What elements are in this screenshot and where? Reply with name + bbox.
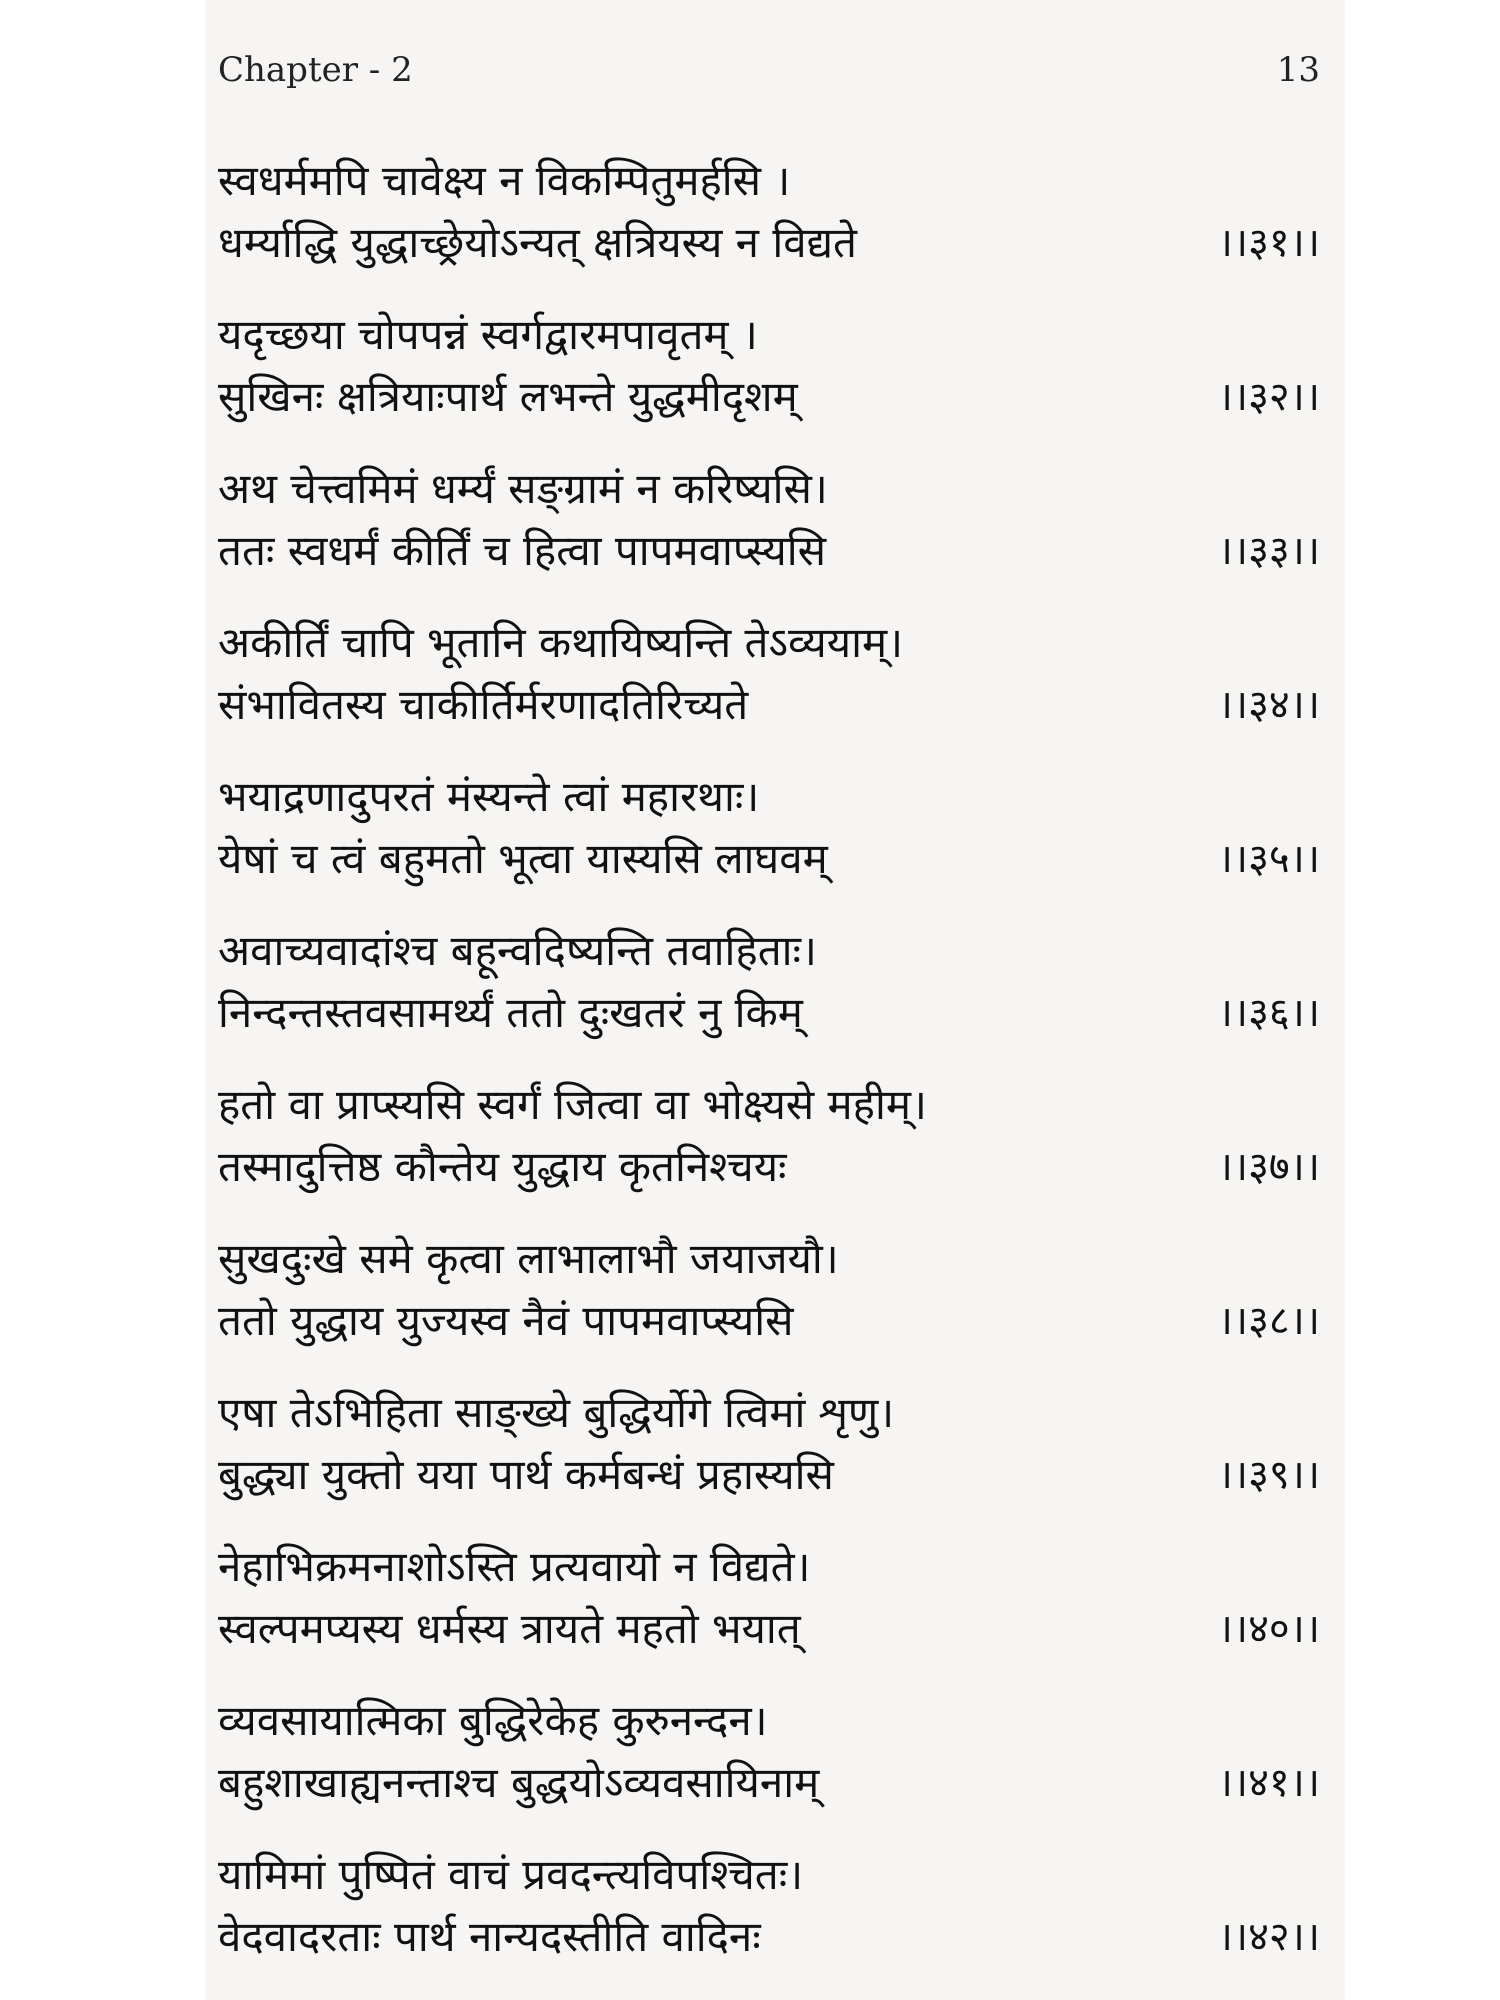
- verse-line-1: अवाच्यवादांश्च बहून्वदिष्यन्ति तवाहिताः।: [218, 926, 817, 975]
- verse-42: [218, 1842, 1320, 1996]
- verse-34: [218, 610, 1320, 764]
- verse-41: [218, 1688, 1320, 1842]
- verse-number: ।।३३।।: [1217, 528, 1320, 574]
- verse-line-1: सुखदुःखे समे कृत्वा लाभालाभौ जयाजयौ।: [218, 1234, 839, 1283]
- page-header: [218, 50, 1320, 100]
- verse-line-2: निन्दन्तस्तवसामर्थ्यं ततो दुःखतरं नु किम्: [218, 988, 803, 1037]
- verse-line-1: भयाद्रणादुपरतं मंस्यन्ते त्वां महारथाः।: [218, 772, 760, 821]
- verse-line-2: बुद्ध्या युक्तो यया पार्थ कर्मबन्धं प्रहास्यसि: [218, 1450, 834, 1499]
- verse-number: ।।३२।।: [1217, 374, 1320, 420]
- verse-number: ।।४१।।: [1217, 1760, 1320, 1806]
- verse-line-2: स्वल्पमप्यस्य धर्मस्य त्रायते महतो भयात्: [218, 1604, 801, 1653]
- verse-line-1: नेहाभिक्रमनाशोऽस्ति प्रत्यवायो न विद्यते।: [218, 1542, 811, 1591]
- verse-32: [218, 302, 1320, 456]
- verse-number: ।।३१।।: [1217, 220, 1320, 266]
- verse-number: ।।३८।।: [1217, 1298, 1320, 1344]
- verse-line-1: अथ चेत्त्वमिमं धर्म्यं सङ्ग्रामं न करिष्यसि।: [218, 464, 828, 513]
- verse-line-2: संभावितस्य चाकीर्तिर्मरणादतिरिच्यते: [218, 680, 749, 729]
- verse-line-1: अकीर्तिं चापि भूतानि कथायिष्यन्ति तेऽव्ययाम्।: [218, 618, 904, 667]
- verse-line-2: तस्मादुत्तिष्ठ कौन्तेय युद्धाय कृतनिश्चयः: [218, 1142, 787, 1191]
- verse-36: [218, 918, 1320, 1072]
- verse-38: [218, 1226, 1320, 1380]
- verse-list: [218, 148, 1320, 1996]
- verse-line-2: वेदवादरताः पार्थ नान्यदस्तीति वादिनः: [218, 1912, 761, 1961]
- verse-line-1: यदृच्छया चोपपन्नं स्वर्गद्वारमपावृतम् ।: [218, 310, 758, 359]
- verse-line-2: ततः स्वधर्मं कीर्तिं च हित्वा पापमवाप्स्यसि: [218, 526, 827, 575]
- verse-number: ।।४०।।: [1217, 1606, 1320, 1652]
- verse-line-1: स्वधर्ममपि चावेक्ष्य न विकम्पितुमर्हसि ।: [218, 156, 791, 205]
- verse-35: [218, 764, 1320, 918]
- verse-number: ।।३७।।: [1217, 1144, 1320, 1190]
- verse-39: [218, 1380, 1320, 1534]
- verse-line-1: एषा तेऽभिहिता साङ्ख्ये बुद्धिर्योगे त्विमां शृणु।: [218, 1388, 895, 1437]
- verse-40: [218, 1534, 1320, 1688]
- verse-number: ।।३४।।: [1217, 682, 1320, 728]
- verse-number: ।।३६।।: [1217, 990, 1320, 1036]
- verse-line-1: व्यवसायात्मिका बुद्धिरेकेह कुरुनन्दन।: [218, 1696, 768, 1745]
- verse-line-2: सुखिनः क्षत्रियाःपार्थ लभन्ते युद्धमीदृशम्: [218, 372, 798, 421]
- verse-line-2: धर्म्याद्धि युद्धाच्छ्रेयोऽन्यत् क्षत्रियस्य न विद्यते: [218, 218, 857, 267]
- verse-line-2: ततो युद्धाय युज्यस्व नैवं पापमवाप्स्यसि: [218, 1296, 794, 1345]
- verse-37: [218, 1072, 1320, 1226]
- verse-33: [218, 456, 1320, 610]
- verse-31: [218, 148, 1320, 302]
- verse-number: ।।४२।।: [1217, 1914, 1320, 1960]
- verse-line-2: बहुशाखाह्यनन्ताश्च बुद्धयोऽव्यवसायिनाम्: [218, 1758, 820, 1807]
- verse-number: ।।३५।।: [1217, 836, 1320, 882]
- verse-line-1: हतो वा प्राप्स्यसि स्वर्गं जित्वा वा भोक्ष्यसे महीम्।: [218, 1080, 927, 1129]
- verse-number: ।।३९।।: [1217, 1452, 1320, 1498]
- chapter-title: Chapter - 2: [218, 50, 413, 90]
- page-number: 13: [1276, 50, 1320, 90]
- verse-line-1: यामिमां पुष्पितं वाचं प्रवदन्त्यविपश्चितः।: [218, 1850, 804, 1899]
- verse-line-2: येषां च त्वं बहुमतो भूत्वा यास्यसि लाघवम्: [218, 834, 828, 883]
